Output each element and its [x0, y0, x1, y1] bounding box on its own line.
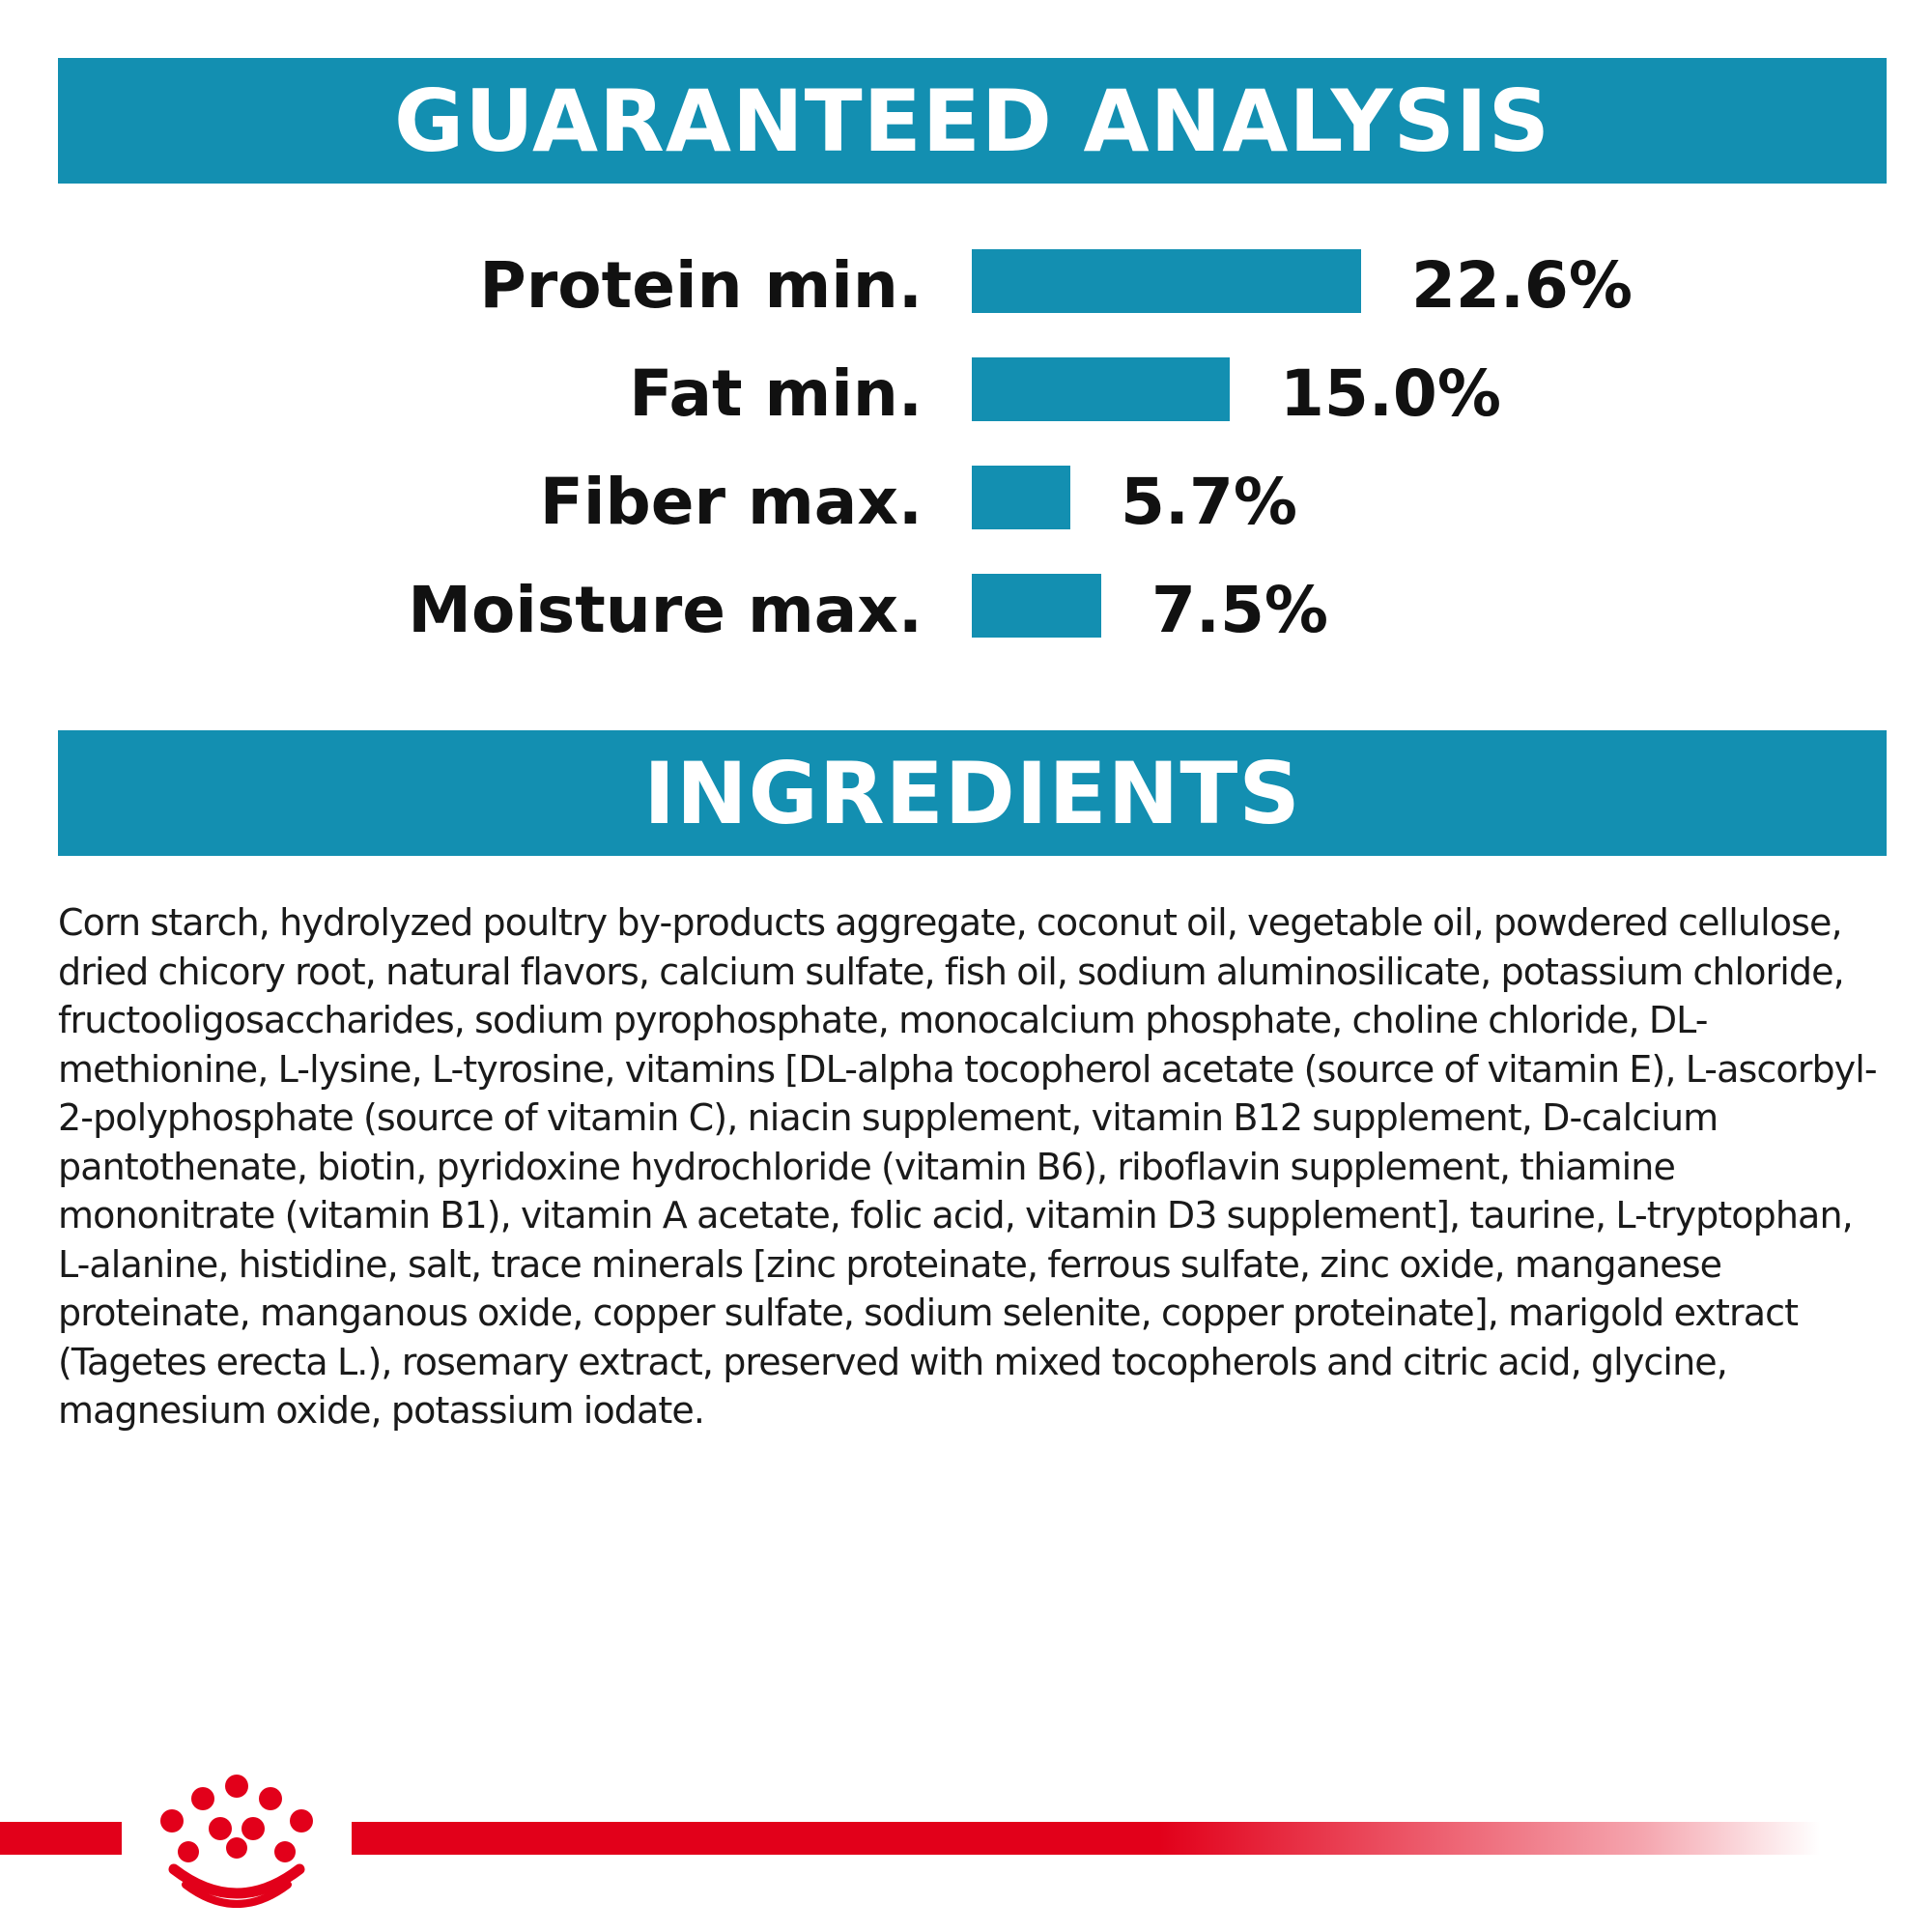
analysis-value: 5.7% [1121, 465, 1298, 539]
analysis-bar [972, 249, 1361, 313]
analysis-label: Fiber max. [539, 465, 923, 539]
crown-icon [135, 1773, 338, 1908]
analysis-label: Fat min. [629, 356, 923, 431]
guaranteed-analysis-header [58, 58, 1887, 184]
brand-stripe-right [352, 1822, 1820, 1855]
analysis-bar [972, 574, 1101, 638]
analysis-value: 22.6% [1411, 248, 1633, 323]
ingredients-header [58, 730, 1887, 856]
ingredients-title: INGREDIENTS [643, 743, 1301, 843]
analysis-value: 15.0% [1280, 356, 1501, 431]
analysis-row-protein [0, 232, 1932, 340]
analysis-label: Protein min. [479, 248, 923, 323]
analysis-label: Moisture max. [408, 573, 923, 647]
analysis-value: 7.5% [1151, 573, 1329, 647]
analysis-bar [972, 466, 1070, 529]
analysis-bar [972, 357, 1230, 421]
analysis-row-fat [0, 340, 1932, 448]
analysis-row-moisture [0, 556, 1932, 665]
guaranteed-analysis-title: GUARANTEED ANALYSIS [394, 71, 1550, 171]
analysis-row-fiber [0, 448, 1932, 556]
brand-stripe-left [0, 1822, 122, 1855]
ingredients-list: Corn starch, hydrolyzed poultry by-products aggregate, coconut oil, vegetable oil, powdered cellulose, dried chicory root, natural flavors, calcium sulfate, fish oil, sodium aluminosilicate, potassium chloride, fructooligosaccharides, sodium pyrophosphate, monocalcium phosphate, choline chloride, DL-methionine, L-lysine, L-tyrosine, vitamins [DL-alpha tocopherol acetate (source of vitamin E), L-ascorbyl-2-polyphosphate (source of vitamin C), niacin supplement, vitamin B12 supplement, D-calcium pantothenate, biotin, pyridoxine hydrochloride (vitamin B6), riboflavin supplement, thiamine mononitrate (vitamin B1), vitamin A acetate, folic acid, vitamin D3 supplement], taurine, L-tryptophan, L-alanine, histidine, salt, trace minerals [zinc proteinate, ferrous sulfate, zinc oxide, manganese proteinate, manganous oxide, copper sulfate, sodium selenite, copper proteinate], marigold extract (Tagetes erecta L.), rosemary extract, preserved with mixed tocopherols and citric acid, glycine, magnesium oxide, potassium iodate. [58, 901, 1877, 1432]
